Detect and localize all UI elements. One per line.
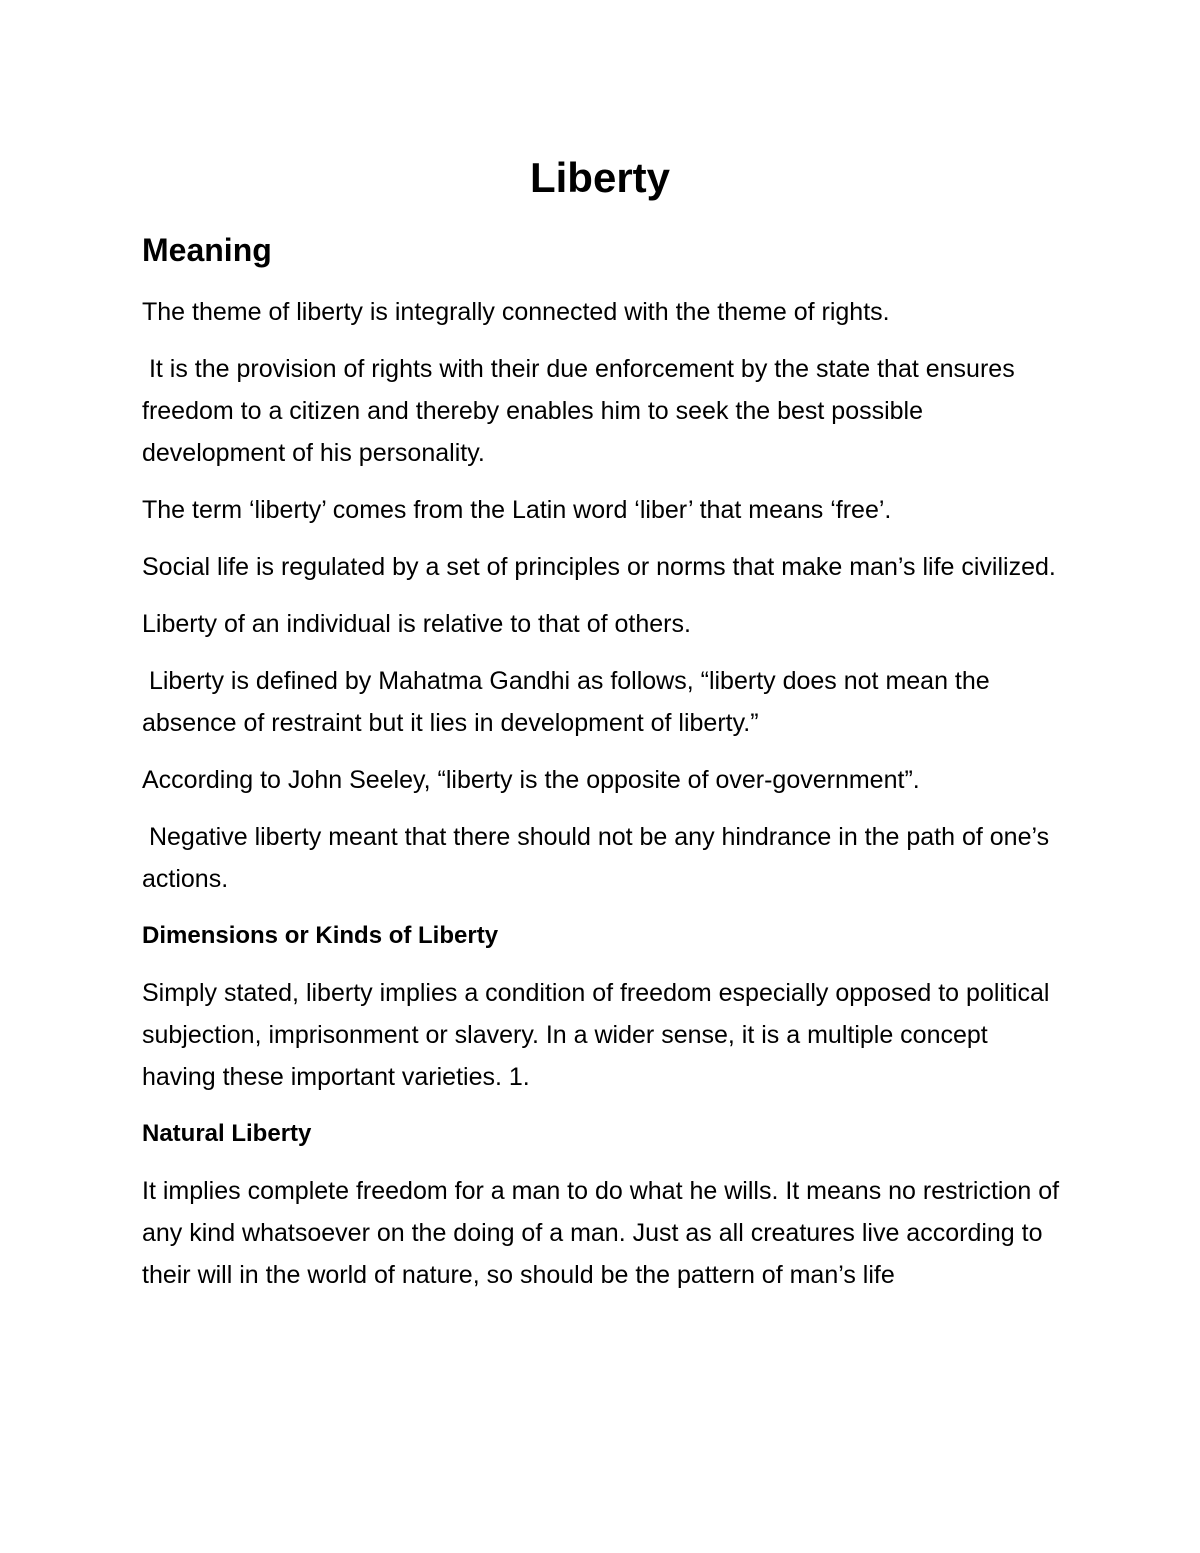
dimensions-heading: Dimensions or Kinds of Liberty [142, 922, 499, 949]
paragraph: Simply stated, liberty implies a condition of freedom especially opposed to political subjection, imprisonment or slavery. In a wider sense, it is a multiple concept having these important varieties. 1. [142, 979, 1057, 1091]
paragraph: The theme of liberty is integrally connected with the theme of rights. [142, 298, 890, 326]
meaning-heading: Meaning [142, 232, 272, 268]
paragraph: Social life is regulated by a set of principles or norms that make man’s life civilized. [142, 553, 1056, 581]
paragraph: Liberty is defined by Mahatma Gandhi as follows, “liberty does not mean the absence of restraint but it lies in development of liberty.” [142, 667, 997, 737]
paragraph: It implies complete freedom for a man to do what he wills. It means no restriction of any kind whatsoever on the doing of a man. Just as all creatures live according to their will in the world of nature, so should be the pattern of man’s life [142, 1177, 1067, 1289]
paragraph: Liberty of an individual is relative to that of others. [142, 610, 691, 638]
document-body [142, 291, 1067, 1311]
paragraph: According to John Seeley, “liberty is the opposite of over-government”. [142, 766, 920, 794]
paragraph: It is the provision of rights with their due enforcement by the state that ensures freedom to a citizen and thereby enables him to seek the best possible development of his personality. [142, 355, 1022, 467]
paragraph: The term ‘liberty’ comes from the Latin word ‘liber’ that means ‘free’. [142, 496, 892, 524]
natural-liberty-heading: Natural Liberty [142, 1120, 312, 1147]
document-title: Liberty [529, 154, 671, 201]
paragraph: Negative liberty meant that there should not be any hindrance in the path of one’s actions. [142, 823, 1057, 893]
